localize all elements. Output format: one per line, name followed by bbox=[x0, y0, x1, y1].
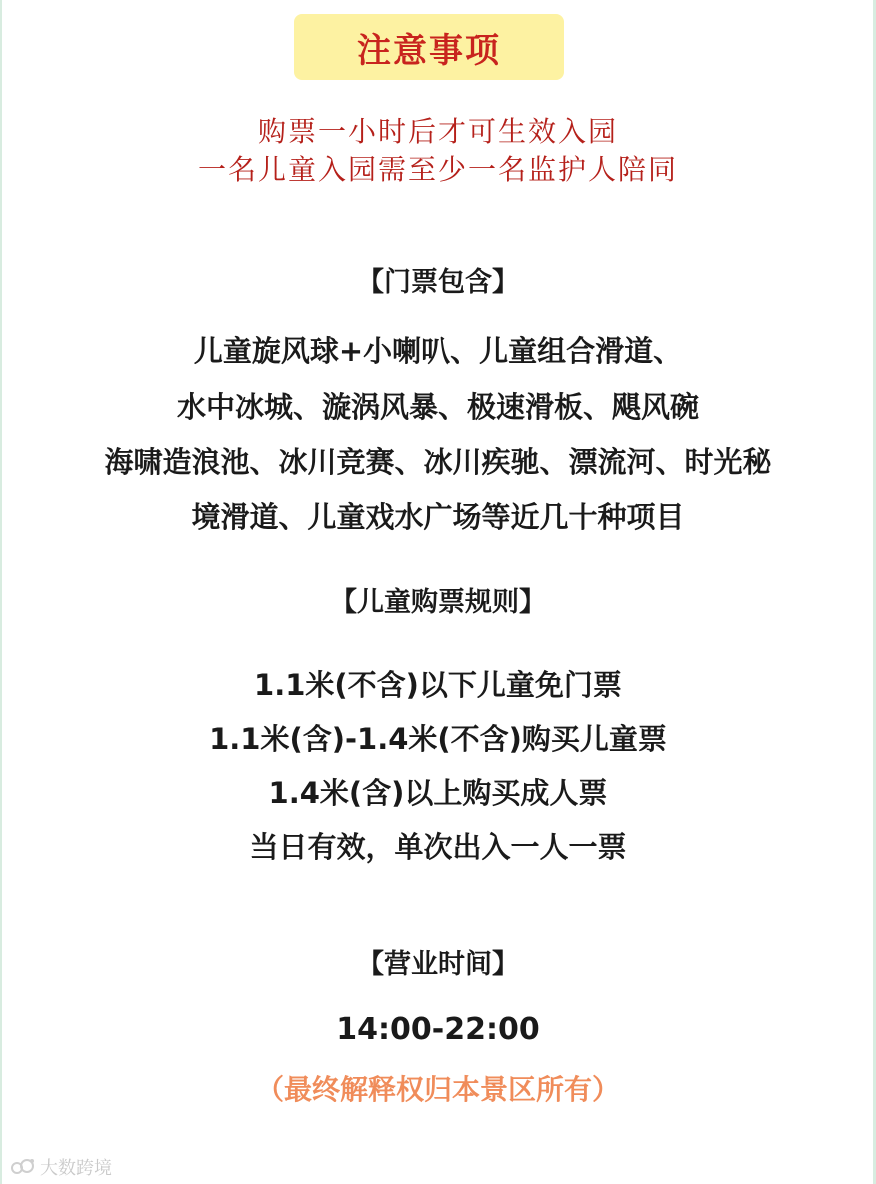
watermark-logo-icon bbox=[10, 1157, 36, 1177]
section-heading-child-rules: 【儿童购票规则】 bbox=[330, 587, 546, 618]
section-heading-hours: 【营业时间】 bbox=[357, 949, 519, 980]
section-heading-ticket-includes: 【门票包含】 bbox=[357, 267, 519, 298]
watermark bbox=[10, 1154, 112, 1180]
child-rule-line: 1.1米(含)-1.4米(不含)购买儿童票 bbox=[209, 722, 667, 756]
page-title: 注意事项 bbox=[357, 30, 501, 71]
notice-line: 一名儿童入园需至少一名监护人陪同 bbox=[197, 153, 678, 186]
notice-line: 购票一小时后才可生效入园 bbox=[257, 115, 618, 148]
title-banner bbox=[294, 14, 564, 80]
child-rule-line: 当日有效，单次出入一人一票 bbox=[249, 830, 627, 864]
opening-hours: 14:00-22:00 bbox=[336, 1012, 540, 1047]
disclaimer: （最终解释权归本景区所有） bbox=[255, 1073, 620, 1106]
ticket-includes-line: 儿童旋风球+小喇叭、儿童组合滑道、 bbox=[193, 334, 683, 368]
watermark-text: 大数跨境 bbox=[40, 1158, 112, 1179]
ticket-includes-line: 海啸造浪池、冰川竞赛、冰川疾驰、漂流河、时光秘 bbox=[104, 445, 772, 479]
ticket-includes-line: 水中冰城、漩涡风暴、极速滑板、飓风碗 bbox=[176, 390, 699, 424]
ticket-includes-line: 境滑道、儿童戏水广场等近几十种项目 bbox=[191, 500, 685, 534]
child-rule-line: 1.4米(含)以上购买成人票 bbox=[268, 776, 608, 810]
child-rule-line: 1.1米(不含)以下儿童免门票 bbox=[254, 668, 622, 702]
